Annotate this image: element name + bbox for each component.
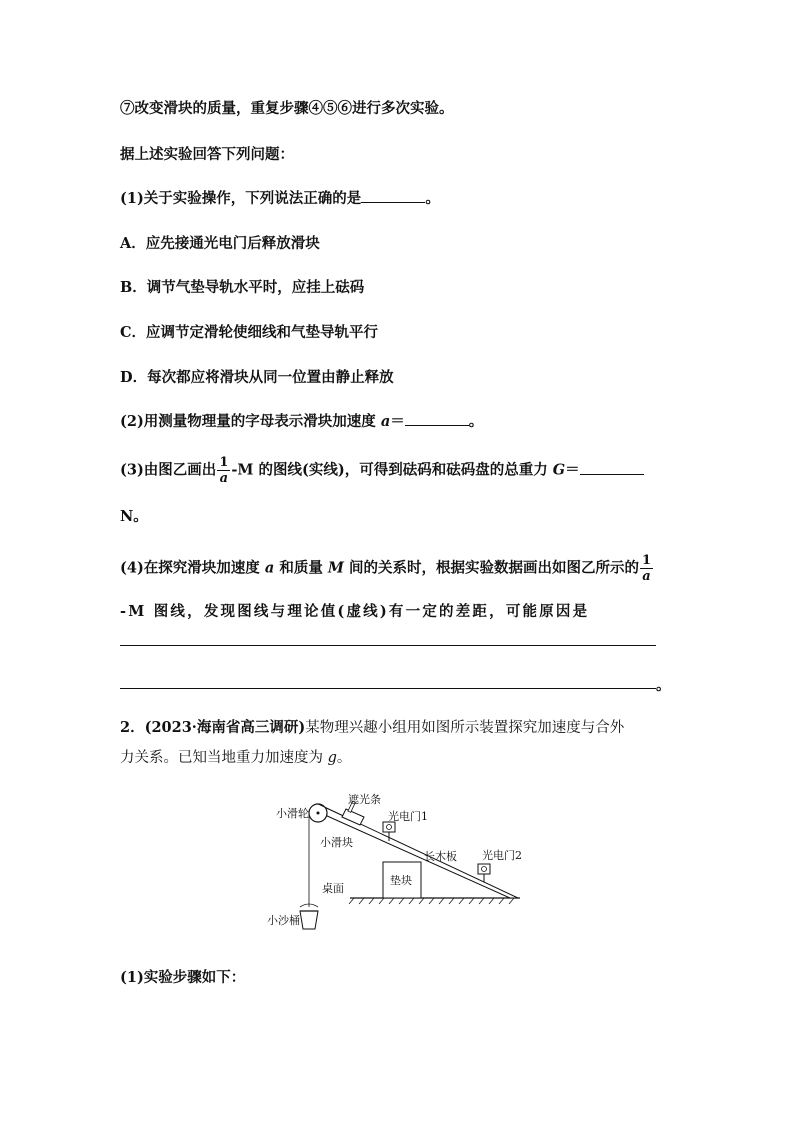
- label-gate2: 光电门2: [482, 849, 522, 862]
- label-pulley: 小滑轮: [276, 807, 309, 820]
- option-b: B．调节气垫导轨水平时，应挂上砝码: [120, 279, 365, 296]
- intro-text: 据上述实验回答下列问题：: [120, 146, 294, 163]
- question-4-mid: 和质量: [274, 559, 328, 577]
- answer-line-1: [120, 645, 656, 646]
- fraction-1-over-a: [217, 456, 230, 485]
- question-1: [120, 187, 440, 208]
- var-M: M: [327, 559, 344, 577]
- label-board: 长木板: [424, 850, 457, 863]
- question-4-end: 。: [656, 677, 671, 694]
- option-d: D．每次都应将滑块从同一位置由静止释放: [120, 369, 394, 386]
- question-3-mid: -M 的图线(实线)，可得到砝码和砝码盘的总重力: [231, 461, 553, 479]
- label-shade-strip: 遮光条: [348, 793, 381, 806]
- question-3-text: (3)由图乙画出: [120, 461, 217, 479]
- label-bucket: 小沙桶: [267, 914, 300, 927]
- period: 。: [468, 413, 484, 430]
- question-2: [120, 410, 483, 431]
- step-7-text: ⑦改变滑块的质量，重复步骤④⑤⑥进行多次实验。: [120, 100, 454, 117]
- label-block: 垫块: [390, 874, 412, 887]
- question-4-text: (4)在探究滑块加速度: [120, 559, 265, 577]
- fraction-1-over-a: [640, 554, 653, 583]
- var-a: a: [380, 413, 391, 430]
- option-c: C．应调节定滑轮使细线和气垫导轨平行: [120, 324, 379, 341]
- table-hatching: [349, 898, 514, 904]
- answer-blank-2: [405, 411, 469, 426]
- question-3: [120, 456, 644, 485]
- sand-bucket-icon: [300, 911, 318, 929]
- problem-2-number: 2．: [120, 719, 145, 736]
- question-1-text: (1)关于实验操作，下列说法正确的是: [120, 190, 362, 207]
- question-4-line-2: -M 图线，发现图线与理论值(虚线)有一定的差距，可能原因是: [120, 603, 590, 620]
- answer-blank-1: [361, 188, 425, 203]
- label-slider: 小滑块: [320, 836, 353, 849]
- question-2-text: (2)用测量物理量的字母表示滑块加速度: [120, 413, 381, 430]
- answer-line-2: [120, 688, 656, 689]
- option-a: A．应先接通光电门后释放滑块: [120, 235, 320, 252]
- photogate-1-icon: [383, 822, 395, 832]
- apparatus-figure: [260, 785, 530, 940]
- question-4: [120, 554, 654, 583]
- fraction-num: 1: [641, 553, 652, 568]
- question-4-post: 间的关系时，根据实验数据画出如图乙所示的: [343, 559, 639, 577]
- var-G: G: [552, 461, 566, 479]
- equals: ＝: [565, 461, 580, 479]
- question-3-unit: N。: [120, 508, 148, 525]
- problem-2-source: (2023·海南省高三调研): [144, 719, 306, 736]
- problem-2-line-2-text: 力关系。已知当地重力加速度为: [120, 750, 328, 766]
- var-a: a: [264, 559, 275, 577]
- period: 。: [336, 750, 352, 766]
- period: 。: [425, 190, 440, 207]
- label-table: 桌面: [322, 882, 344, 895]
- problem-2-step-1: (1)实验步骤如下：: [120, 969, 246, 986]
- problem-2: [120, 716, 624, 737]
- pulley-axle: [317, 812, 320, 815]
- problem-2-line-2: [120, 746, 351, 767]
- fraction-den: a: [642, 569, 651, 584]
- label-gate1: 光电门1: [388, 810, 428, 823]
- equals: ＝: [390, 413, 405, 430]
- photogate-2-icon: [478, 864, 490, 874]
- problem-2-text: 某物理兴趣小组用如图所示装置探究加速度与合外: [305, 720, 625, 736]
- answer-blank-3: [580, 460, 644, 475]
- var-g: g: [327, 750, 337, 766]
- fraction-den: a: [219, 471, 229, 486]
- fraction-num: 1: [219, 455, 229, 470]
